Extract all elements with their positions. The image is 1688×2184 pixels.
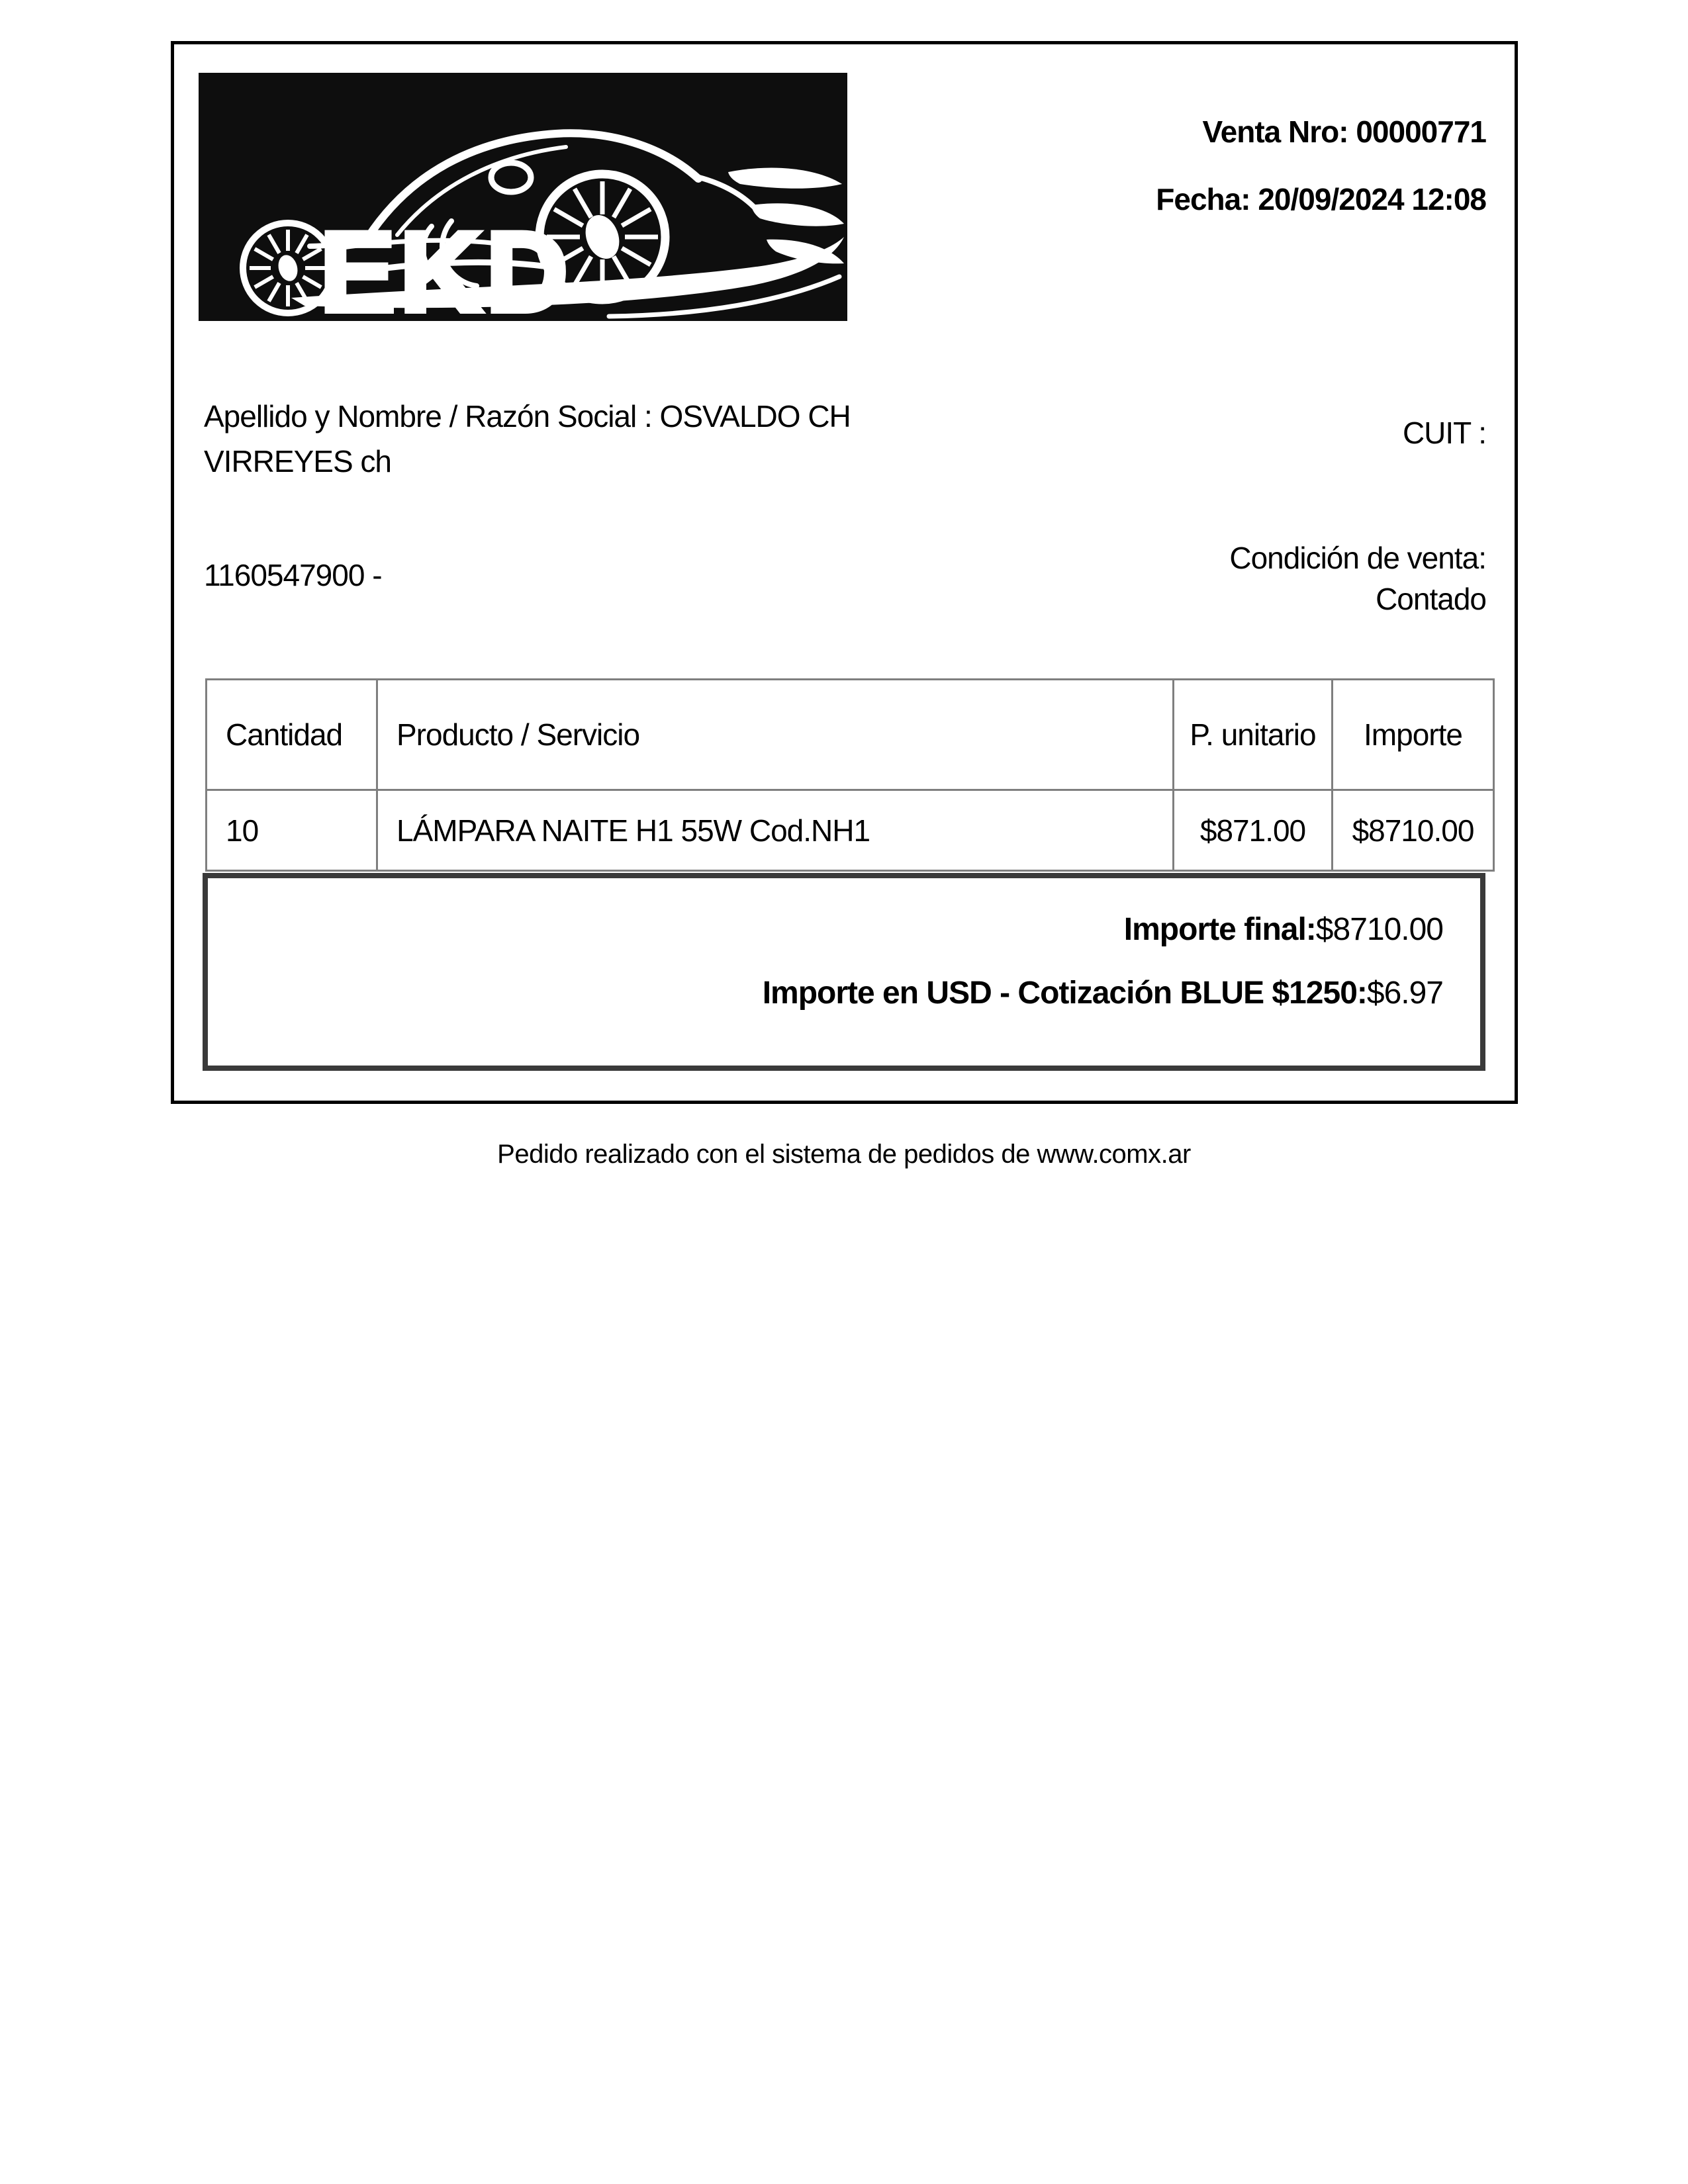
importe-final-line — [208, 911, 1443, 948]
logo-brand-text: EKD — [320, 208, 573, 321]
sale-condition-label: Condición de venta: — [1229, 541, 1486, 575]
items-table — [205, 678, 1495, 872]
customer-phone: 1160547900 - — [204, 558, 382, 592]
item-producto-cell: LÁMPARA NAITE H1 55W Cod.NH1 — [377, 790, 1174, 871]
items-header-row — [207, 680, 1494, 790]
importe-usd-label: Importe en USD - Cotización BLUE $1250: — [762, 976, 1367, 1011]
ekd-logo — [199, 73, 847, 321]
importe-final-value: $8710.00 — [1315, 912, 1443, 947]
importe-usd-line — [208, 975, 1443, 1012]
customer-name: Apellido y Nombre / Razón Social : OSVALDO CH VIRREYES ch — [204, 399, 851, 478]
sale-condition-block — [1229, 537, 1486, 619]
item-importe-cell: $8710.00 — [1333, 790, 1494, 871]
sale-condition-value: Contado — [1376, 582, 1486, 616]
invoice-page — [171, 41, 1518, 1104]
item-cantidad-cell: 10 — [207, 790, 377, 871]
sale-date-line: Fecha: 20/09/2024 12:08 — [1156, 182, 1486, 216]
item-row — [207, 790, 1494, 871]
header-producto: Producto / Servicio — [377, 680, 1174, 790]
cuit-label: CUIT : — [1402, 416, 1486, 450]
importe-final-label: Importe final: — [1123, 912, 1316, 947]
sale-number-line: Venta Nro: 00000771 — [1202, 114, 1486, 149]
sale-info-block — [1156, 114, 1486, 216]
car-logo-icon — [199, 73, 847, 321]
item-p-unitario-cell: $871.00 — [1174, 790, 1333, 871]
footer-note: Pedido realizado con el sistema de pedidos de www.comx.ar — [497, 1140, 1191, 1169]
header-p-unitario: P. unitario — [1174, 680, 1333, 790]
importe-usd-value: $6.97 — [1366, 976, 1443, 1011]
header-importe: Importe — [1333, 680, 1494, 790]
totals-box — [203, 873, 1485, 1071]
header-cantidad: Cantidad — [207, 680, 377, 790]
